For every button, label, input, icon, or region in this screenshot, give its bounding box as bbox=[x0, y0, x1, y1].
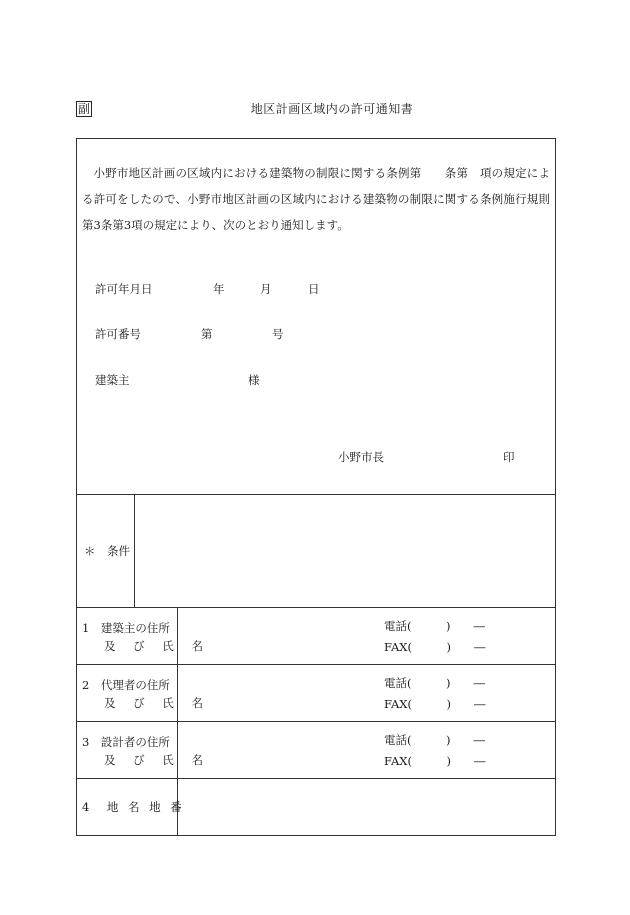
seal-mark: 印 bbox=[503, 450, 515, 464]
permit-number-label: 許可番号 bbox=[95, 327, 141, 341]
row4-label: 4 地 名 地 番 bbox=[82, 800, 185, 814]
divider-row3-top bbox=[76, 721, 556, 722]
row2-label-line2: 及 び 氏 名 bbox=[104, 696, 210, 710]
row1-label-line2: 及 び 氏 名 bbox=[104, 639, 210, 653]
row3-address-field[interactable] bbox=[179, 723, 379, 776]
row2-label-line1: 2 代理者の住所 bbox=[82, 678, 170, 692]
permit-date-label: 許可年月日 bbox=[95, 282, 153, 296]
duplicate-mark: 副 bbox=[78, 102, 91, 116]
owner-label: 建築主 bbox=[95, 373, 130, 387]
row3-fax[interactable]: FAX( ) ― bbox=[384, 754, 486, 768]
conditions-label: ＊ 条件 bbox=[84, 544, 130, 558]
number-suffix: 号 bbox=[272, 327, 284, 341]
row4-location-field[interactable] bbox=[179, 780, 554, 834]
row3-label-line1: 3 設計者の住所 bbox=[82, 735, 170, 749]
row3-label-line2: 及 び 氏 名 bbox=[104, 753, 210, 767]
divider-row1-top bbox=[76, 607, 556, 608]
conditions-field[interactable] bbox=[136, 496, 554, 605]
row2-tel[interactable]: 電話( ) ― bbox=[384, 676, 485, 690]
row1-address-field[interactable] bbox=[179, 609, 379, 662]
owner-honorific: 様 bbox=[248, 373, 260, 387]
divider-row4-top bbox=[76, 778, 556, 779]
mayor-label: 小野市長 bbox=[338, 450, 384, 464]
document-title: 地区計画区域内の許可通知書 bbox=[250, 102, 414, 116]
notice-paragraph: 小野市地区計画の区域内における建築物の制限に関する条例第 条第 項の規定による許可をしたので、小野市地区計画の区域内における建築物の制限に関する条例施行規則第3条第3項の規定により、次のとおり通知します。 bbox=[82, 166, 550, 232]
year-label: 年 bbox=[213, 282, 225, 296]
row1-tel[interactable]: 電話( ) ― bbox=[384, 619, 485, 633]
divider-conditions-top bbox=[76, 494, 556, 495]
row3-tel[interactable]: 電話( ) ― bbox=[384, 733, 485, 747]
row1-fax[interactable]: FAX( ) ― bbox=[384, 640, 486, 654]
day-label: 日 bbox=[308, 282, 320, 296]
divider-row2-top bbox=[76, 664, 556, 665]
notice-text bbox=[82, 160, 550, 238]
row2-fax[interactable]: FAX( ) ― bbox=[384, 697, 486, 711]
row1-label-line1: 1 建築主の住所 bbox=[82, 621, 170, 635]
number-prefix: 第 bbox=[201, 327, 213, 341]
month-label: 月 bbox=[260, 282, 272, 296]
row2-address-field[interactable] bbox=[179, 666, 379, 719]
conditions-column-divider bbox=[134, 494, 135, 607]
